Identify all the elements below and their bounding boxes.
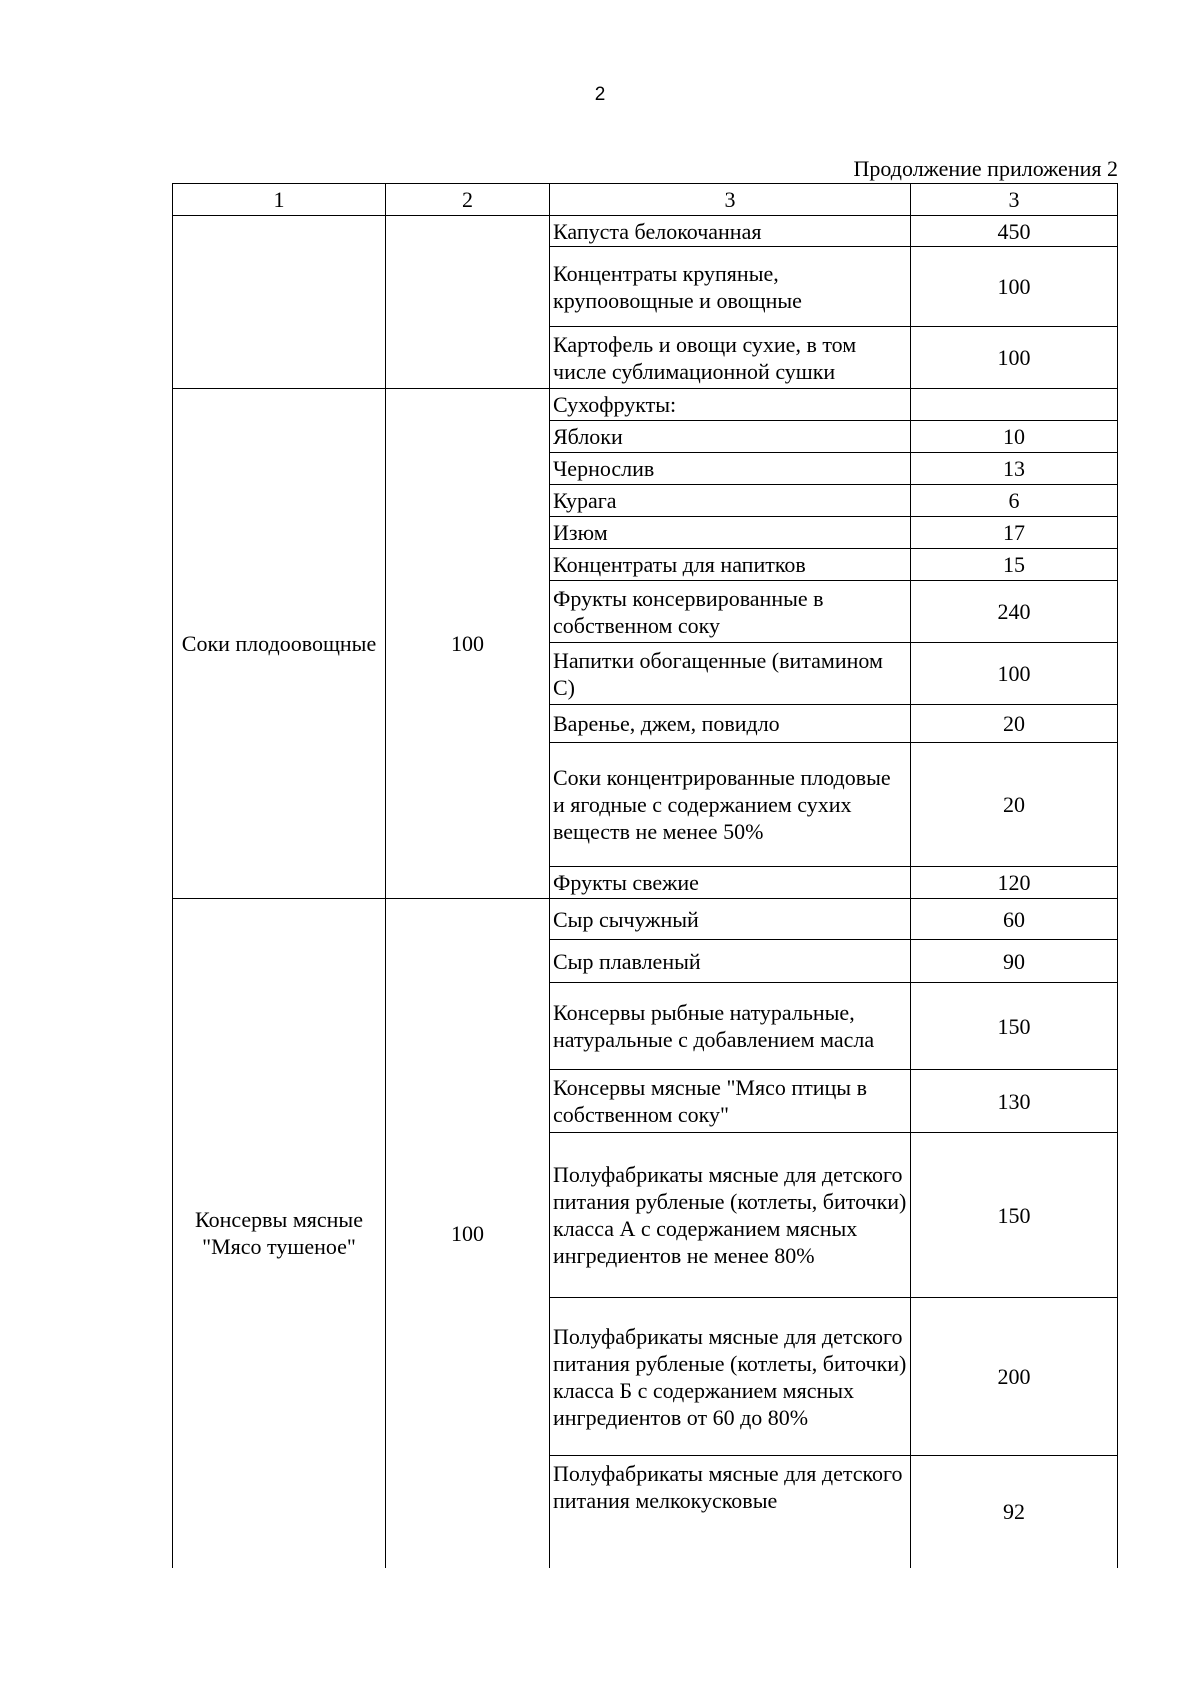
value-cell: 20	[911, 743, 1118, 867]
value-cell: 17	[911, 517, 1118, 549]
column-header-3: 3	[550, 184, 911, 216]
table-row	[173, 389, 1118, 421]
product-cell: Изюм	[550, 517, 911, 549]
value-cell: 100	[911, 247, 1118, 327]
value-cell: 6	[911, 485, 1118, 517]
product-cell: Капуста белокочанная	[550, 216, 911, 247]
product-cell: Консервы мясные "Мясо птицы в собственном соку"	[550, 1070, 911, 1133]
table-row	[173, 899, 1118, 940]
value-cell: 150	[911, 983, 1118, 1070]
value-cell: 15	[911, 549, 1118, 581]
value-cell: 130	[911, 1070, 1118, 1133]
product-cell: Соки концентрированные плодовые и ягодные с содержанием сухих веществ не менее 50%	[550, 743, 911, 867]
column-header-2: 2	[386, 184, 550, 216]
group-norm-cell: 100	[386, 899, 550, 1568]
value-cell	[911, 389, 1118, 421]
product-cell: Сухофрукты:	[550, 389, 911, 421]
group-norm-cell	[386, 216, 550, 389]
product-cell: Курага	[550, 485, 911, 517]
product-cell: Картофель и овощи сухие, в том числе сублимационной сушки	[550, 327, 911, 389]
product-cell: Полуфабрикаты мясные для детского питания рубленые (котлеты, биточки) класса А с содержанием мясных ингредиентов не менее 80%	[550, 1133, 911, 1298]
value-cell: 10	[911, 421, 1118, 453]
value-cell: 150	[911, 1133, 1118, 1298]
product-cell: Консервы рыбные натуральные, натуральные с добавлением масла	[550, 983, 911, 1070]
table-header-row	[173, 184, 1118, 216]
product-cell: Концентраты для напитков	[550, 549, 911, 581]
page-number: 2	[594, 84, 606, 105]
value-cell: 100	[911, 643, 1118, 705]
group-name-cell	[173, 216, 386, 389]
product-cell: Яблоки	[550, 421, 911, 453]
value-cell: 60	[911, 899, 1118, 940]
value-cell: 120	[911, 867, 1118, 899]
value-cell: 450	[911, 216, 1118, 247]
product-cell: Полуфабрикаты мясные для детского питания рубленые (котлеты, биточки) класса Б с содержанием мясных ингредиентов от 60 до 80%	[550, 1298, 911, 1456]
value-cell: 200	[911, 1298, 1118, 1456]
product-cell: Концентраты крупяные, крупоовощные и овощные	[550, 247, 911, 327]
value-cell: 240	[911, 581, 1118, 643]
product-cell: Напитки обогащенные (витамином С)	[550, 643, 911, 705]
value-cell: 20	[911, 705, 1118, 743]
product-cell: Варенье, джем, повидло	[550, 705, 911, 743]
table-row	[173, 216, 1118, 247]
column-header-1: 1	[173, 184, 386, 216]
product-cell: Чернослив	[550, 453, 911, 485]
product-cell: Сыр плавленый	[550, 940, 911, 983]
group-name-cell: Консервы мясные "Мясо тушеное"	[173, 899, 386, 1568]
column-header-4: 3	[911, 184, 1118, 216]
group-name-cell: Соки плодоовощные	[173, 389, 386, 899]
product-cell: Фрукты консервированные в собственном соку	[550, 581, 911, 643]
value-cell: 90	[911, 940, 1118, 983]
group-norm-cell: 100	[386, 389, 550, 899]
product-cell: Фрукты свежие	[550, 867, 911, 899]
value-cell: 13	[911, 453, 1118, 485]
norms-table	[172, 183, 1118, 1568]
value-cell: 92	[911, 1456, 1118, 1568]
continuation-label: Продолжение приложения 2	[853, 156, 1118, 181]
value-cell: 100	[911, 327, 1118, 389]
product-cell: Полуфабрикаты мясные для детского питания мелкокусковые	[550, 1456, 911, 1568]
product-cell: Сыр сычужный	[550, 899, 911, 940]
